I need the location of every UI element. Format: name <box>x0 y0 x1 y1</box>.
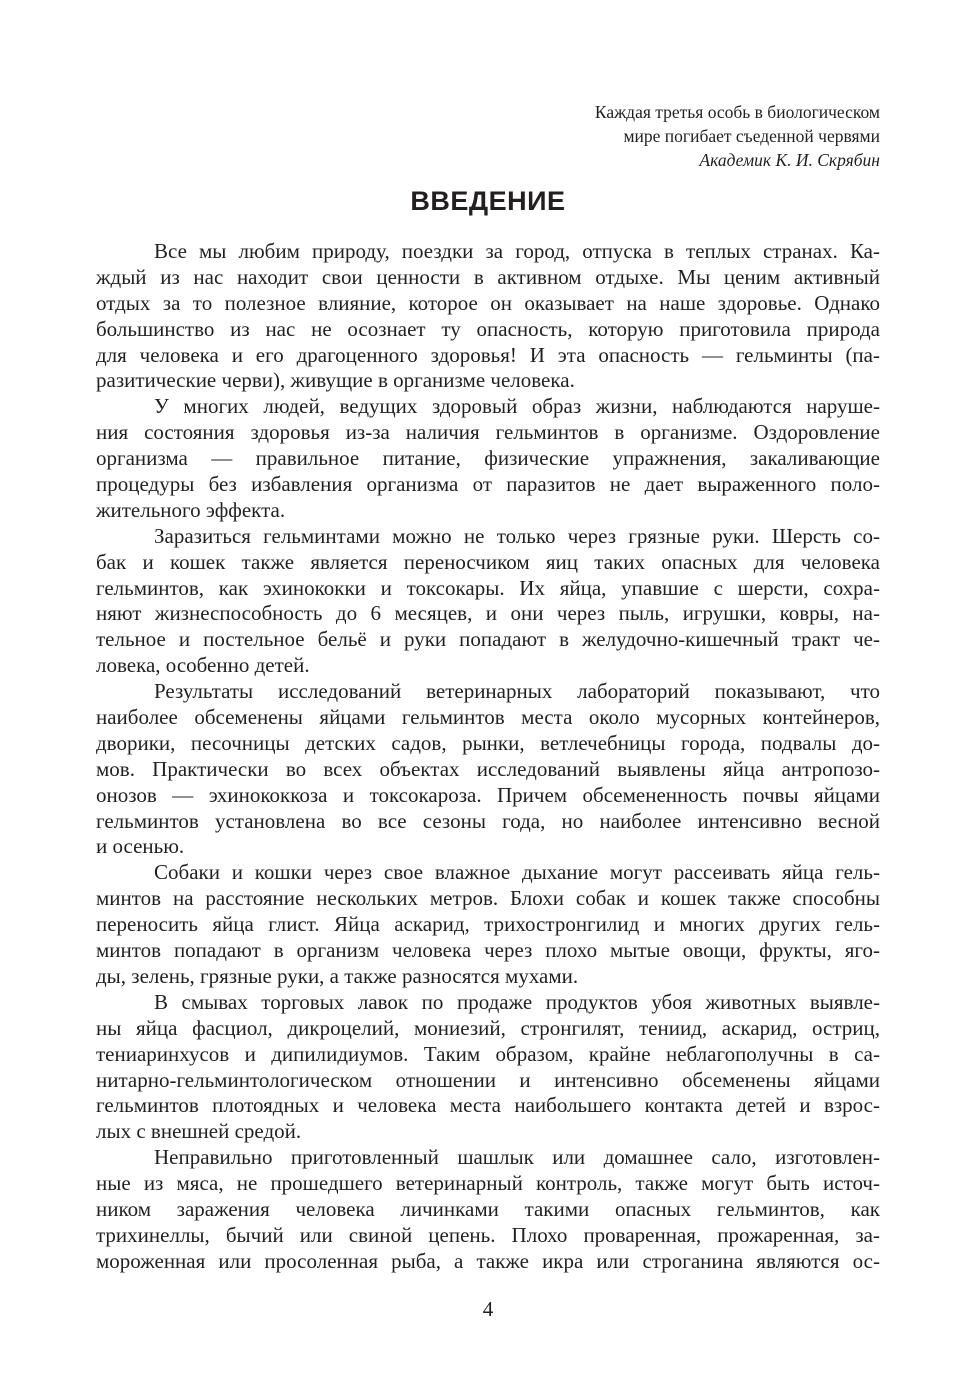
epigraph-author: Академик К. И. Скрябин <box>699 150 880 170</box>
paragraph-line: Собаки и кошки через свое влажное дыхание могут рассеивать яйца гель- <box>154 860 880 885</box>
paragraph-line: минтов попадают в организм человека через плохо мытые овощи, фрукты, яго- <box>96 938 880 963</box>
paragraph-line: большинство из нас не осознает ту опасность, которую приготовила природа <box>96 316 880 341</box>
paragraph-line: ны яйца фасциол, дикроцелий, мониезий, стронгилят, тениид, аскарид, остриц, <box>96 1015 880 1040</box>
paragraph-line: ния состояния здоровья из-за наличия гельминтов в организме. Оздоровление <box>96 420 880 445</box>
paragraph-line: Результаты исследований ветеринарных лабораторий показывают, что <box>154 679 880 704</box>
paragraph-line: ды, зелень, грязные руки, а также разносятся мухами. <box>96 963 579 988</box>
paragraph <box>96 394 880 523</box>
paragraph-line: лых с внешней средой. <box>96 1119 302 1144</box>
paragraph-line: ные из мяса, не прошедшего ветеринарный контроль, также могут быть источ- <box>96 1171 880 1196</box>
paragraph-line: мороженная или просоленная рыба, а также икра или строганина являются ос- <box>96 1248 880 1273</box>
paragraph-line: Заразиться гельминтами можно не только через грязные руки. Шерсть со- <box>154 523 880 548</box>
epigraph-line: мире погибает съеденной червями <box>623 126 880 146</box>
paragraph-line: тениаринхусов и дипилидиумов. Таким образом, крайне неблагополучны в са- <box>96 1041 880 1066</box>
chapter-title: ВВЕДЕНИЕ <box>410 186 566 216</box>
page-content <box>96 100 880 1275</box>
paragraph-line: трихинеллы, бычий или свиной цепень. Плохо проваренная, прожаренная, за- <box>96 1222 880 1247</box>
paragraph <box>96 1145 880 1274</box>
paragraph-line: У многих людей, ведущих здоровый образ жизни, наблюдаются наруше- <box>154 394 880 419</box>
paragraph-line: няют жизнеспособность до 6 месяцев, и они через пыль, игрушки, ковры, на- <box>96 601 880 626</box>
paragraph-line: мов. Практически во всех объектах исследований выявлены яйца антропозо- <box>96 756 880 781</box>
paragraph-line: ждый из нас находит свои ценности в активном отдыхе. Мы ценим активный <box>96 264 880 289</box>
paragraph-line: бак и кошек также является переносчиком яиц таких опасных для человека <box>96 549 880 574</box>
paragraph <box>96 990 880 1145</box>
paragraph-line: ником заражения человека личинками такими опасных гельминтов, как <box>96 1196 880 1221</box>
paragraph-line: жительного эффекта. <box>96 497 286 522</box>
paragraph-line: онозов — эхинококкоза и токсокароза. Причем обсемененность почвы яйцами <box>96 782 880 807</box>
paragraph-line: процедуры без избавления организма от паразитов не дает выраженного поло- <box>96 472 880 497</box>
paragraph-line: В смывах торговых лавок по продаже продуктов убоя животных выявле- <box>154 989 880 1014</box>
paragraph-line: нитарно-гельминтологическом отношении и интенсивно обсеменены яйцами <box>96 1067 880 1092</box>
body-text <box>96 239 880 1275</box>
paragraph-line: дворики, песочницы детских садов, рынки, ветлечебницы города, подвалы до- <box>96 730 880 755</box>
paragraph-line: разитические черви), живущие в организме человека. <box>96 368 575 393</box>
paragraph <box>96 860 880 989</box>
paragraph <box>96 239 880 394</box>
page-number: 4 <box>482 1297 494 1321</box>
paragraph-line: для человека и его драгоценного здоровья! И эта опасность — гельминты (па- <box>96 342 880 367</box>
paragraph-line: минтов на расстояние нескольких метров. Блохи собак и кошек также способны <box>96 886 880 911</box>
paragraph-line: гельминтов, как эхинококки и токсокары. Их яйца, упавшие с шерсти, сохра- <box>96 575 880 600</box>
paragraph-line: организма — правильное питание, физические упражнения, закаливающие <box>96 446 880 471</box>
paragraph-line: переносить яйца глист. Яйца аскарид, трихостронгилид и многих других гель- <box>96 912 880 937</box>
paragraph-line: ловека, особенно детей. <box>96 653 310 678</box>
epigraph <box>96 100 880 172</box>
paragraph-line: Все мы любим природу, поездки за город, отпуска в теплых странах. Ка- <box>154 239 880 263</box>
paragraph-line: отдых за то полезное влияние, которое он оказывает на наше здоровье. Однако <box>96 290 880 315</box>
paragraph-line: тельное и постельное бельё и руки попадают в желудочно-кишечный тракт че- <box>96 627 880 652</box>
paragraph-line: наиболее обсеменены яйцами гельминтов места около мусорных контейнеров, <box>96 705 880 730</box>
paragraph-line: гельминтов установлена во все сезоны года, но наиболее интенсивно весной <box>96 808 880 833</box>
paragraph-line: Неправильно приготовленный шашлык или домашнее сало, изготовлен- <box>154 1145 880 1170</box>
paragraph <box>96 524 880 679</box>
paragraph-line: и осенью. <box>96 834 185 859</box>
paragraph <box>96 679 880 860</box>
epigraph-line: Каждая третья особь в биологическом <box>594 102 880 122</box>
paragraph-line: гельминтов плотоядных и человека места наибольшего контакта детей и взрос- <box>96 1093 880 1118</box>
